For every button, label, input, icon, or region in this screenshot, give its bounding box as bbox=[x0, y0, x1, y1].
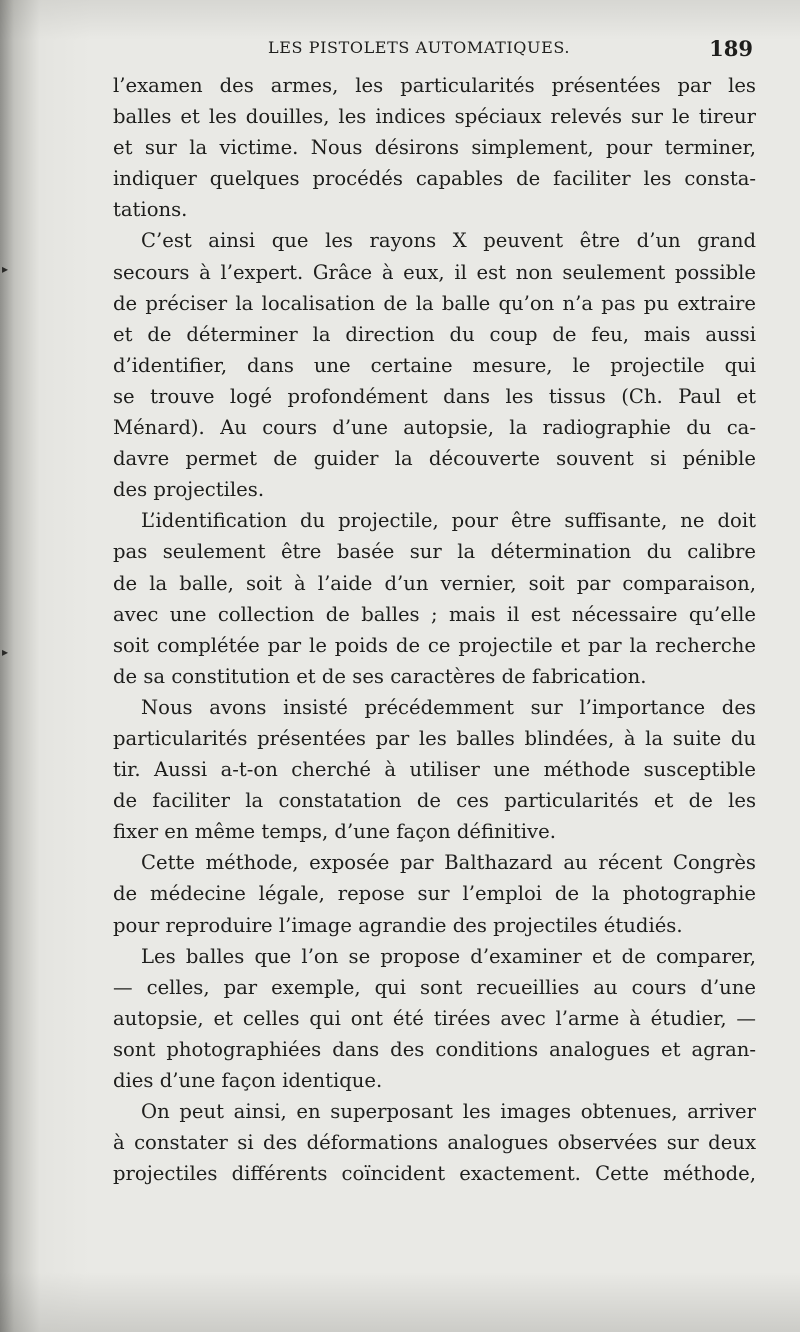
text-line: projectiles différents coïncident exactement. Cette méthode, bbox=[113, 1162, 756, 1186]
text-line: d’identifier, dans une certaine mesure, le projectile qui bbox=[113, 353, 756, 377]
text-line: fixer en même temps, d’une façon définitive. bbox=[113, 820, 556, 844]
text-line: balles et les douilles, les indices spéciaux relevés sur le tireur bbox=[113, 105, 756, 129]
margin-tick-mark: ▸ bbox=[2, 262, 9, 276]
text-line: pour reproduire l’image agrandie des projectiles étudiés. bbox=[113, 913, 683, 937]
text-line: pas seulement être basée sur la détermination du calibre bbox=[113, 540, 756, 564]
text-line: et de déterminer la direction du coup de feu, mais aussi bbox=[113, 322, 756, 346]
running-head bbox=[118, 38, 755, 62]
paragraph-first-line: Les balles que l’on se propose d’examiner et de comparer, bbox=[141, 944, 756, 968]
text-line: indiquer quelques procédés capables de faciliter les consta- bbox=[113, 167, 756, 191]
text-line: et sur la victime. Nous désirons simplement, pour terminer, bbox=[113, 136, 756, 160]
text-line: tir. Aussi a-t-on cherché à utiliser une méthode susceptible bbox=[113, 758, 756, 782]
page-number: 189 bbox=[709, 36, 753, 61]
paragraph-first-line: Cette méthode, exposée par Balthazard au récent Congrès bbox=[141, 851, 756, 875]
paragraph-first-line: L’identification du projectile, pour être suffisante, ne doit bbox=[141, 509, 756, 533]
text-line: de médecine légale, repose sur l’emploi de la photographie bbox=[113, 882, 756, 906]
text-line: soit complétée par le poids de ce projectile et par la recherche bbox=[113, 633, 756, 657]
margin-tick-mark: ▸ bbox=[2, 645, 9, 659]
text-line: de faciliter la constatation de ces particularités et de les bbox=[113, 789, 756, 813]
text-line: de préciser la localisation de la balle qu’on n’a pas pu extraire bbox=[113, 291, 756, 315]
paragraph-first-line: C’est ainsi que les rayons X peuvent être d’un grand bbox=[141, 229, 756, 253]
body-text bbox=[113, 70, 756, 1189]
text-line: Ménard). Au cours d’une autopsie, la radiographie du ca- bbox=[113, 416, 756, 440]
paragraph-first-line: Nous avons insisté précédemment sur l’importance des bbox=[141, 695, 756, 719]
paragraph-first-line: On peut ainsi, en superposant les images obtenues, arriver bbox=[141, 1100, 756, 1124]
text-line: particularités présentées par les balles blindées, à la suite du bbox=[113, 726, 756, 750]
text-line: davre permet de guider la découverte souvent si pénible bbox=[113, 447, 756, 471]
text-line: autopsie, et celles qui ont été tirées avec l’arme à étudier, — bbox=[113, 1006, 756, 1030]
text-line: des projectiles. bbox=[113, 478, 265, 502]
text-line: se trouve logé profondément dans les tissus (Ch. Paul et bbox=[113, 384, 756, 408]
text-line: l’examen des armes, les particularités présentées par les bbox=[113, 74, 756, 97]
text-line: à constater si des déformations analogues observées sur deux bbox=[113, 1131, 756, 1155]
text-line: de sa constitution et de ses caractères de fabrication. bbox=[113, 664, 647, 688]
text-line: avec une collection de balles ; mais il est nécessaire qu’elle bbox=[113, 602, 756, 626]
running-title: LES PISTOLETS AUTOMATIQUES. bbox=[268, 38, 571, 57]
text-line: — celles, par exemple, qui sont recueillies au cours d’une bbox=[113, 975, 756, 999]
text-line: sont photographiées dans des conditions analogues et agran- bbox=[113, 1037, 756, 1061]
text-line: dies d’une façon identique. bbox=[113, 1069, 383, 1092]
text-line: de la balle, soit à l’aide d’un vernier, soit par comparaison, bbox=[113, 571, 756, 595]
text-line: secours à l’expert. Grâce à eux, il est non seulement possible bbox=[113, 260, 756, 284]
text-line: tations. bbox=[113, 198, 188, 222]
